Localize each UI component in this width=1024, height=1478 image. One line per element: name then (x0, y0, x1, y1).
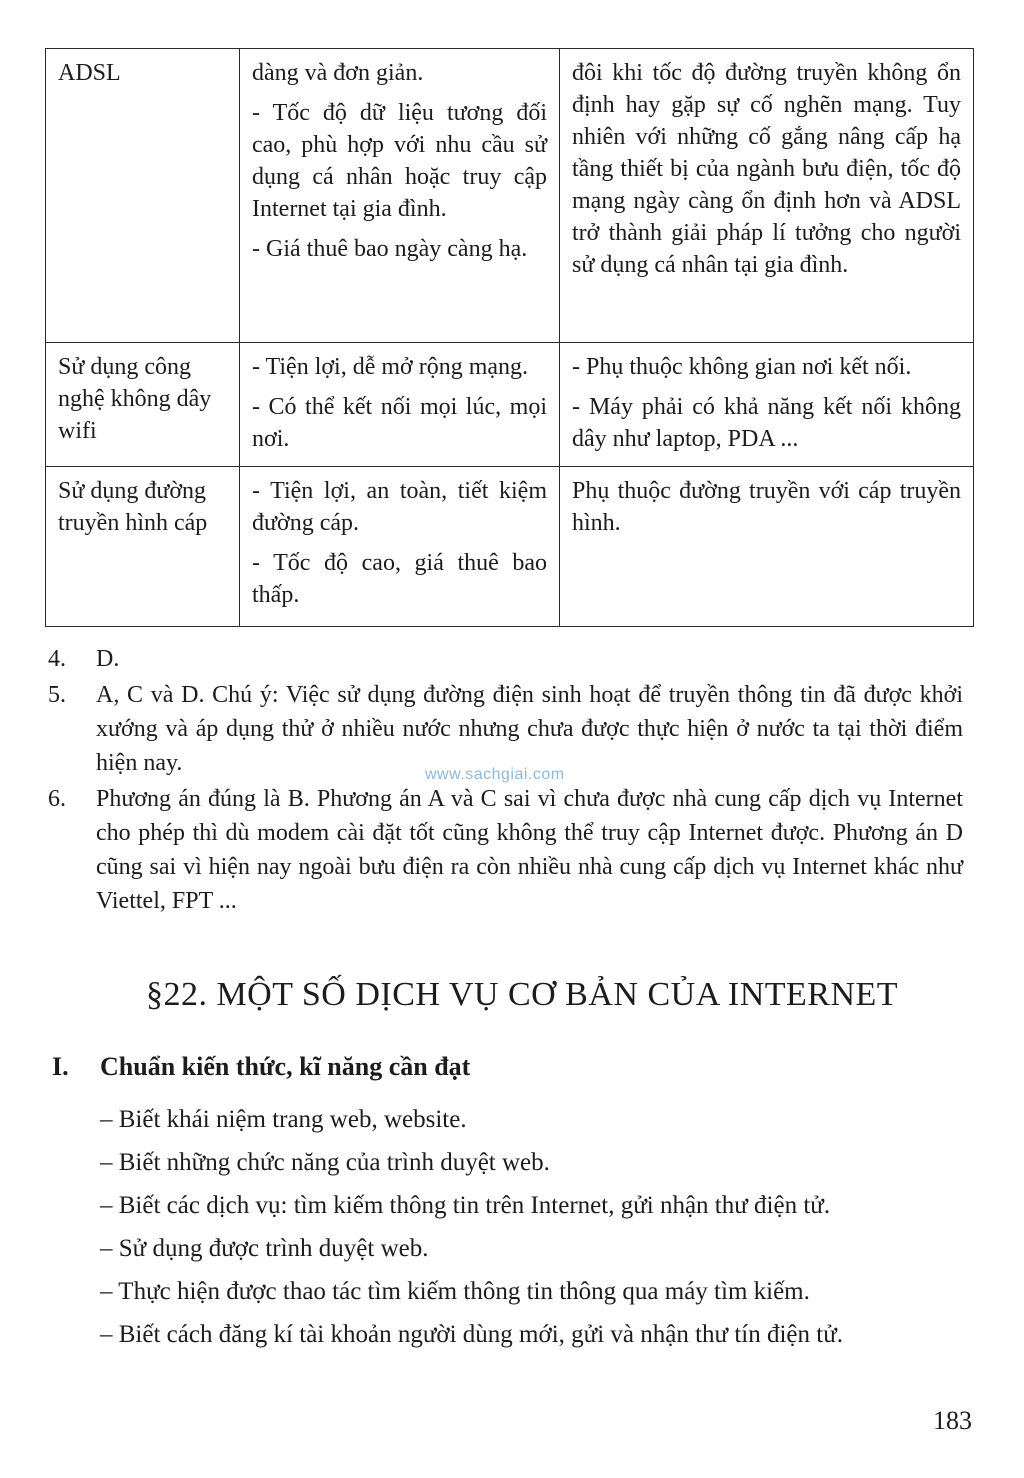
sub-heading (52, 1052, 470, 1082)
pros-item: - Có thể kết nối mọi lúc, mọi nơi. (252, 394, 547, 452)
table-row (46, 49, 974, 343)
cons-item: - Phụ thuộc không gian nơi kết nối. (572, 354, 912, 380)
pros-item: - Giá thuê bao ngày càng hạ. (252, 236, 528, 262)
answer-text: D. (96, 646, 120, 672)
answer-text: A, C và D. Chú ý: Việc sử dụng đường điện sinh hoạt để truyền thông tin đã được khởi xướng và áp dụng thử ở nhiều nước nhưng chưa được thực hiện ở nước ta tại thời điểm hiện nay. (96, 682, 963, 776)
answer-number: 4. (48, 646, 66, 672)
method-cell (46, 343, 240, 467)
cons-item: - Máy phải có khả năng kết nối không dây như laptop, PDA ... (572, 394, 961, 452)
list-item: – Biết những chức năng của trình duyệt web. (100, 1149, 550, 1176)
pros-cell (240, 467, 560, 627)
pros-cell (240, 343, 560, 467)
answer-item (48, 678, 963, 780)
list-item: – Thực hiện được thao tác tìm kiếm thông tin thông qua máy tìm kiếm. (100, 1278, 810, 1305)
table-row (46, 343, 974, 467)
watermark: www.sachgiai.com (425, 766, 565, 783)
cons-item: đôi khi tốc độ đường truyền không ổn định hay gặp sự cố nghẽn mạng. Tuy nhiên với những cố gắng nâng cấp hạ tầng thiết bị của ngành bưu điện, tốc độ mạng ngày càng ổn định hơn và ADSL trở thành giải pháp lí tưởng cho người sử dụng cá nhân tại gia đình. (572, 60, 961, 278)
answer-number: 5. (48, 682, 66, 708)
sub-heading-number: I. (52, 1052, 69, 1081)
pros-item: dàng và đơn giản. (252, 60, 424, 86)
answer-text: Phương án đúng là B. Phương án A và C sai vì chưa được nhà cung cấp dịch vụ Internet cho phép thì dù modem cài đặt tốt cũng không thể truy cập Internet được. Phương án D cũng sai vì hiện nay ngoài bưu điện ra còn nhiều nhà cung cấp dịch vụ Internet khác như Viettel, FPT ... (96, 786, 963, 914)
pros-item: - Tốc độ dữ liệu tương đối cao, phù hợp với nhu cầu sử dụng cá nhân hoặc truy cập Internet tại gia đình. (252, 100, 547, 222)
pros-cell (240, 49, 560, 343)
objective-list (100, 1098, 980, 1356)
pros-item: - Tốc độ cao, giá thuê bao thấp. (252, 550, 547, 608)
method-label: Sử dụng đường truyền hình cáp (58, 478, 208, 536)
cons-cell (560, 49, 974, 343)
cons-item: Phụ thuộc đường truyền với cáp truyền hình. (572, 478, 961, 536)
pros-item: - Tiện lợi, dễ mở rộng mạng. (252, 354, 529, 380)
method-cell (46, 49, 240, 343)
list-item: – Biết các dịch vụ: tìm kiếm thông tin trên Internet, gửi nhận thư điện tử. (100, 1192, 831, 1219)
list-item: – Biết khái niệm trang web, website. (100, 1106, 467, 1133)
method-label: ADSL (58, 60, 121, 86)
method-cell (46, 467, 240, 627)
list-item: – Biết cách đăng kí tài khoản người dùng mới, gửi và nhận thư tín điện tử. (100, 1321, 844, 1348)
cons-cell (560, 343, 974, 467)
list-item: – Sử dụng được trình duyệt web. (100, 1235, 429, 1262)
comparison-table (45, 48, 974, 627)
sub-heading-text: Chuẩn kiến thức, kĩ năng cần đạt (100, 1052, 471, 1081)
table-row (46, 467, 974, 627)
method-label: Sử dụng công nghệ không dây wifi (58, 354, 212, 444)
answer-item (48, 642, 963, 676)
cons-cell (560, 467, 974, 627)
answer-item (48, 782, 963, 918)
page-number: 183 (933, 1406, 972, 1435)
section-title: §22. MỘT SỐ DỊCH VỤ CƠ BẢN CỦA INTERNET (145, 976, 899, 1013)
answer-number: 6. (48, 786, 66, 812)
pros-item: - Tiện lợi, an toàn, tiết kiệm đường cáp. (252, 478, 547, 536)
